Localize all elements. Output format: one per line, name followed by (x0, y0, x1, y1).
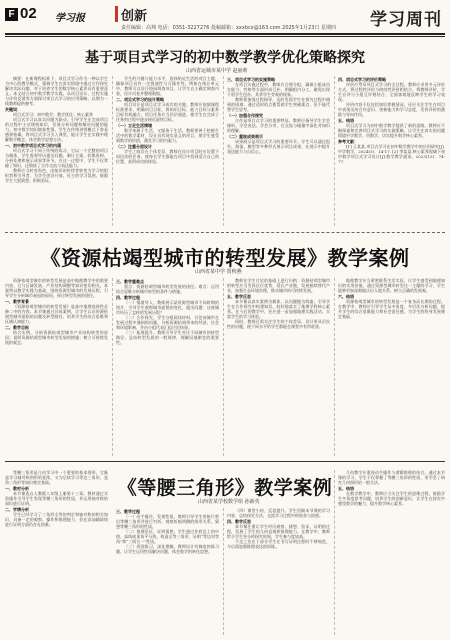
column-divider (112, 278, 113, 456)
paragraph-heading: （一）立足生活情境 (116, 123, 152, 128)
paragraph-heading: 六、结语 (338, 294, 354, 299)
paragraph: 在项目实施过程中，教师应合理分组，确保小组成员在能力、性格等方面形成互补，明确组内分工，避免出现个别学生包办、其余学生旁观的现象。 (227, 82, 330, 97)
header-rule-thin (5, 36, 445, 37)
paragraph-heading: 二、学情分析 (5, 507, 29, 512)
paragraph-heading: 一、教材分析 (5, 486, 29, 491)
paragraph: 项目式学习以真实问题为驱动，引导学生在完成项目的过程中主动建构知识，发展分析问题和解决问题的能力。初中数学知识抽象性强，学生在传统讲授模式下容易感到枯燥。将项目式学习引入课堂，能让学生在实践中理解数学概念，体会数学思想方法。 (5, 117, 108, 142)
paragraph: （四）课堂小结，反思提升。学生回顾本节课的学习内容，总结探究方法，交流学习过程中的收获与困惑。 (227, 508, 330, 518)
article1-column (227, 76, 330, 226)
weekly-title: 学习周刊 (370, 10, 442, 30)
article3-column (227, 508, 330, 635)
article1-column (116, 76, 219, 226)
article2-column (338, 278, 445, 456)
paragraph: 摘要：在新课程标准下，项目式学习作为一种以学生为中心的教学模式，强调学生在真实情境中通过合作探究解决实际问题，对于培养学生的数学核心素养具有重要意义。本文结合初中数学教学实践，从项目设计、过程实施与评价反馈等方面探讨项目式学习的应用策略，以期为一线教师提供参考。 (5, 76, 108, 106)
paragraph-heading: （一）加强合作探究 (227, 113, 263, 118)
paragraph: 本节课以真实案例为载体，以问题链为线索，引导学生在合作探究中构建知识，较好地落实了地理学科核心素养。在今后的教学中，还应进一步加强地理实践活动，丰富学生的学习体验。 (227, 299, 330, 319)
paragraph: 在数学教学中，教师应当关注学生的思维过程，鼓励学生多角度思考问题，培养学生的创新意识，让学生在探究中感受数学的魅力，提升数学核心素养。 (338, 491, 445, 506)
paragraph-heading: 三、教学过程 (116, 509, 140, 514)
paragraph-heading: 二、项目式学习的设计策略 (116, 97, 164, 102)
article-separator (5, 461, 445, 462)
paragraph: 项目式学习为初中数学教学提供了新的思路。教师应不断探索和完善项目式学习的实施策略，让学生在真实的问题情境中学数学、用数学，切实提升数学核心素养。 (338, 123, 445, 138)
editor-info: 责任编辑：高翔 电话：0351-3227276 投稿邮箱：xxxbcx@163.com 2025年1月23日 星期四 (121, 25, 336, 31)
paragraph: 本节课注重让学生经历观察、猜想、验证、证明的过程，发展了学生的几何直观和推理能力。在教学中，教师给予学生充分的探究时间，学生参与度较高。 (227, 524, 330, 539)
article3-author: 山西省某学校数学组 孙新英 (198, 499, 260, 505)
paragraph: 不足之处在于部分学生在书写证明过程时不够规范，今后需加强推理表达的训练。 (227, 539, 330, 549)
article2-title: 《资源枯竭型城市的转型发展》教学案例 (40, 246, 410, 270)
paragraph: 几何教学应重视动手操作与逻辑推理的结合。通过本节课的学习，学生不仅掌握了等腰三角形的性质，更学会了研究几何图形的一般方法。 (338, 470, 445, 485)
article3-title: 《等腰三角形》教学案例 (117, 477, 333, 499)
paragraph: （三）拓展提升。教师引导学生对比不同城市的转型路径，总结转型发展的一般规律，理解因地制宜的重要性。 (116, 330, 219, 345)
article2-column (227, 278, 330, 456)
column-divider (334, 470, 335, 635)
paragraph-heading: 参考文献： (338, 139, 358, 144)
paragraph: 本节课选自人教版八年级上册第十三章。教材通过实验操作引导学生发现等腰三角形的性质，并运用轴对称的知识进行证明。 (5, 491, 108, 506)
paragraph: 等腰三角形是几何学习中一个重要的基本图形。它既是学习轴对称图形的延续，又为后续学习等边三角形、直角三角形等知识奠定基础。 (5, 470, 108, 485)
article3-column (338, 470, 445, 635)
paragraph-heading: 三、教学重难点 (116, 279, 144, 284)
article1-column (5, 76, 108, 226)
paragraph-heading: 四、项目式学习的评价策略 (338, 77, 386, 82)
paragraph: 项目设计是项目式学习成功的关键。教师应依据课程标准要求，明确项目目标，将知识目标、能力目标与素养目标有机融合。项目任务应当层层递进，使学生在完成子任务的过程中逐步接近最终目标。 (116, 102, 219, 122)
paragraph: 评价内容不仅包括知识掌握情况，还应关注学生在项目中表现出的合作意识、创新能力和学习态度，发挥评价的激励与导向作用。 (338, 102, 445, 117)
article2-column (5, 278, 108, 456)
paragraph-heading: 五、教学反思 (227, 294, 251, 299)
paragraph-heading: 三、项目式学习的实施策略 (227, 77, 275, 82)
paragraph: （一）动手操作，发现性质。教师引导学生用纸片剪出等腰三角形并进行对折，观察折痕两侧的图形关系，猜想等腰三角形的性质。 (116, 514, 219, 529)
paragraph-heading: 四、教学反思 (227, 519, 251, 524)
paragraph: 学生之间存在个体差异，教师在设计项目时应设置不同层次的任务，使每名学生都能在项目中找到适合自己的位置，获得成功的体验。 (116, 149, 219, 164)
paragraph: 评价应贯穿项目式学习的全过程。教师应采用多元评价方式，将过程性评价与终结性评价相结合，将教师评价、学生自评与小组互评相结合，全面客观地反映学生的学习表现。 (338, 82, 445, 102)
article1-title: 基于项目式学习的初中数学教学优化策略探究 (85, 50, 365, 66)
paragraph: 资源枯竭型城市的转型发展是高中地理教学中的重要内容，它与区域发展、产业结构调整等知识密切相关。本案例以教学实践为基础，围绕资源型城市的发展历程，引导学生分析城市衰退的原因，探讨转型发展的途径。 (5, 278, 108, 298)
paragraph-heading: 五、结语 (338, 486, 354, 491)
section-marker (115, 6, 118, 22)
article3-column (5, 470, 108, 635)
paragraph: （二）推理论证，证明猜想。学生通过作底边上的中线、高线或顶角平分线，构造全等三角形，证明“等边对等角”和“三线合一”性质。 (116, 529, 219, 544)
paragraph: 地理教学应当紧密联系生活实际，让学生感受到地理知识的实用价值。通过资源型城市转型这一主题的学习，学生能够更加深刻地认识人地关系，树立正确的发展观。 (338, 278, 445, 293)
paragraph: （三）巩固练习，深化理解。教师设计有梯度的练习题，让学生运用性质解决问题，体会数学的转化思想。 (116, 544, 219, 554)
column-divider (223, 508, 224, 635)
article2-column (116, 278, 219, 456)
paragraph: 数学来源于生活，又服务于生活。教师要善于挖掘生活中的数学素材，设计具有现实意义的项目，使学生感受到数学的价值，激发学习的内驱力。 (116, 128, 219, 143)
paragraph: 《资源枯竭型城市的转型发展》是高中地理选择性必修二中的内容。本节课通过具体案例，让学生认识资源枯竭型城市面临的问题及转型路径，培养学生的综合思维和区域认知能力。 (5, 304, 108, 324)
section-title: 创新 (121, 9, 148, 24)
page-header (0, 0, 450, 38)
paragraph: 资源枯竭型城市的转型发展是一个复杂而长期的过程。在教学中，教师应引导学生从多角度、多层次分析问题，提升学生的综合思维能力和社会责任感，为学生的终身发展奠定基础。 (338, 299, 445, 319)
column-divider (223, 278, 224, 456)
column-divider (223, 76, 224, 226)
column-divider (112, 76, 113, 226)
article2-author: 山西省某中学 贾秋燕 (195, 269, 242, 275)
paragraph-heading: 二、教学目标 (5, 325, 29, 330)
paragraph-heading: 关键词： (5, 107, 21, 112)
paragraph: 教师在学生讨论的基础上进行归纳：资源枯竭型城市的转型应当发挥区位优势，延长产业链，发展接续替代产业，加强生态环境治理，推动城市的可持续发展。 (227, 278, 330, 293)
paragraph: 成果展示是项目式学习的重要环节。学生可以通过报告、海报、模型等多种形式展示项目成果，在展示中提升表达能力与自信心。 (227, 139, 330, 154)
paragraph: [1] 王某某.项目式学习在初中数学教学中的应用研究[J].中学数学，2024(5)：14-17. [2] 李某某.核心素养视域下初中数学项目式学习设计[J].数学教学通讯，2023(13)：74-77. (338, 144, 445, 164)
paragraph: 学生的兴趣与能力水平，选择贴近生活的项目主题，确保项目具有一定挑战性与可操作性。例如在统计单元中，教师可以设计校园调查项目，让学生自主确定调查内容，设计问卷并整理数据。 (116, 76, 219, 96)
paragraph: 项目式学习；初中数学；教学优化；核心素养 (13, 112, 93, 117)
newspaper-logo: 学习报 (55, 13, 85, 24)
paragraph: 教师要加强过程指导，及时发现学生在探究过程中遇到的困难，通过适时的点拨帮助学生突破难点，但不能代替学生思考。 (227, 97, 330, 112)
page-badge: F (5, 8, 18, 21)
header-rule (5, 33, 445, 35)
article-separator (5, 232, 445, 233)
article1-column (338, 76, 445, 226)
paragraph-heading: 四、教学过程 (116, 295, 140, 300)
paragraph: 同时，教师还需关注学生的个体差异，设计更具层次性的问题，使不同水平的学生都能在课堂中有所收获。 (227, 319, 330, 329)
column-divider (334, 76, 335, 226)
paragraph: 项目式学习不同于传统的练习，它以一个完整的项目为载体，学生需要经历提出问题、制订方案、收集资料、分析处理和展示成果等环节。在这一过程中，学生不仅掌握了知识，还锻炼了合作交流与表达能力。 (5, 148, 108, 168)
paragraph-heading: 一、教学背景 (5, 299, 29, 304)
column-divider (334, 278, 335, 456)
paragraph-heading: （二）重视成果展示 (227, 134, 263, 139)
paragraph: （二）合作探究。学生分组阅读材料，讨论该城市在发展过程中遇到的问题，分析资源枯竭带来的经济、社会和环境影响，并由小组代表汇报讨论结果。 (116, 315, 219, 330)
paragraph: 结合实例，分析资源枯竭型城市产业结构转型的原因；说明资源枯竭型城市转型发展的措施；树立可持续发展的观念。 (5, 330, 108, 345)
paragraph-heading: 五、结语 (338, 118, 354, 123)
paragraph: 学生已经学习了三角形全等的判定和轴对称的相关知识，具备一定的观察、操作和推理能力，但在添加辅助线进行证明方面仍存在困难。 (5, 512, 108, 527)
page-number: 02 (20, 5, 37, 22)
paragraph-heading: 一、初中数学项目式学习的内涵 (5, 143, 61, 148)
paragraph: 教师应当转变角色，由知识的传授者转变为学习的组织者和引导者，为学生创设开放、民主的学习氛围，鼓励学生大胆猜想、积极验证。 (5, 168, 108, 183)
paragraph-heading: （二）注重分层设计 (116, 144, 152, 149)
article1-author: 山西省运城市某中学 赵丽莉 (186, 68, 248, 74)
paragraph: 重点：资源枯竭型城市转型发展的途径。难点：运用综合思维分析城市转型的条件与措施。 (116, 284, 219, 294)
article3-column (116, 508, 219, 635)
paragraph: （一）情境导入。教师展示某资源型城市不同时期的图片，引导学生观察城市面貌的变化，提出问题：这座城市经历了怎样的发展历程？ (116, 300, 219, 315)
paragraph: 合作是项目式学习的重要特征。教师应指导学生学会倾听、学会表达、学会分享，在交流与碰撞中深化对知识的理解。 (227, 118, 330, 133)
